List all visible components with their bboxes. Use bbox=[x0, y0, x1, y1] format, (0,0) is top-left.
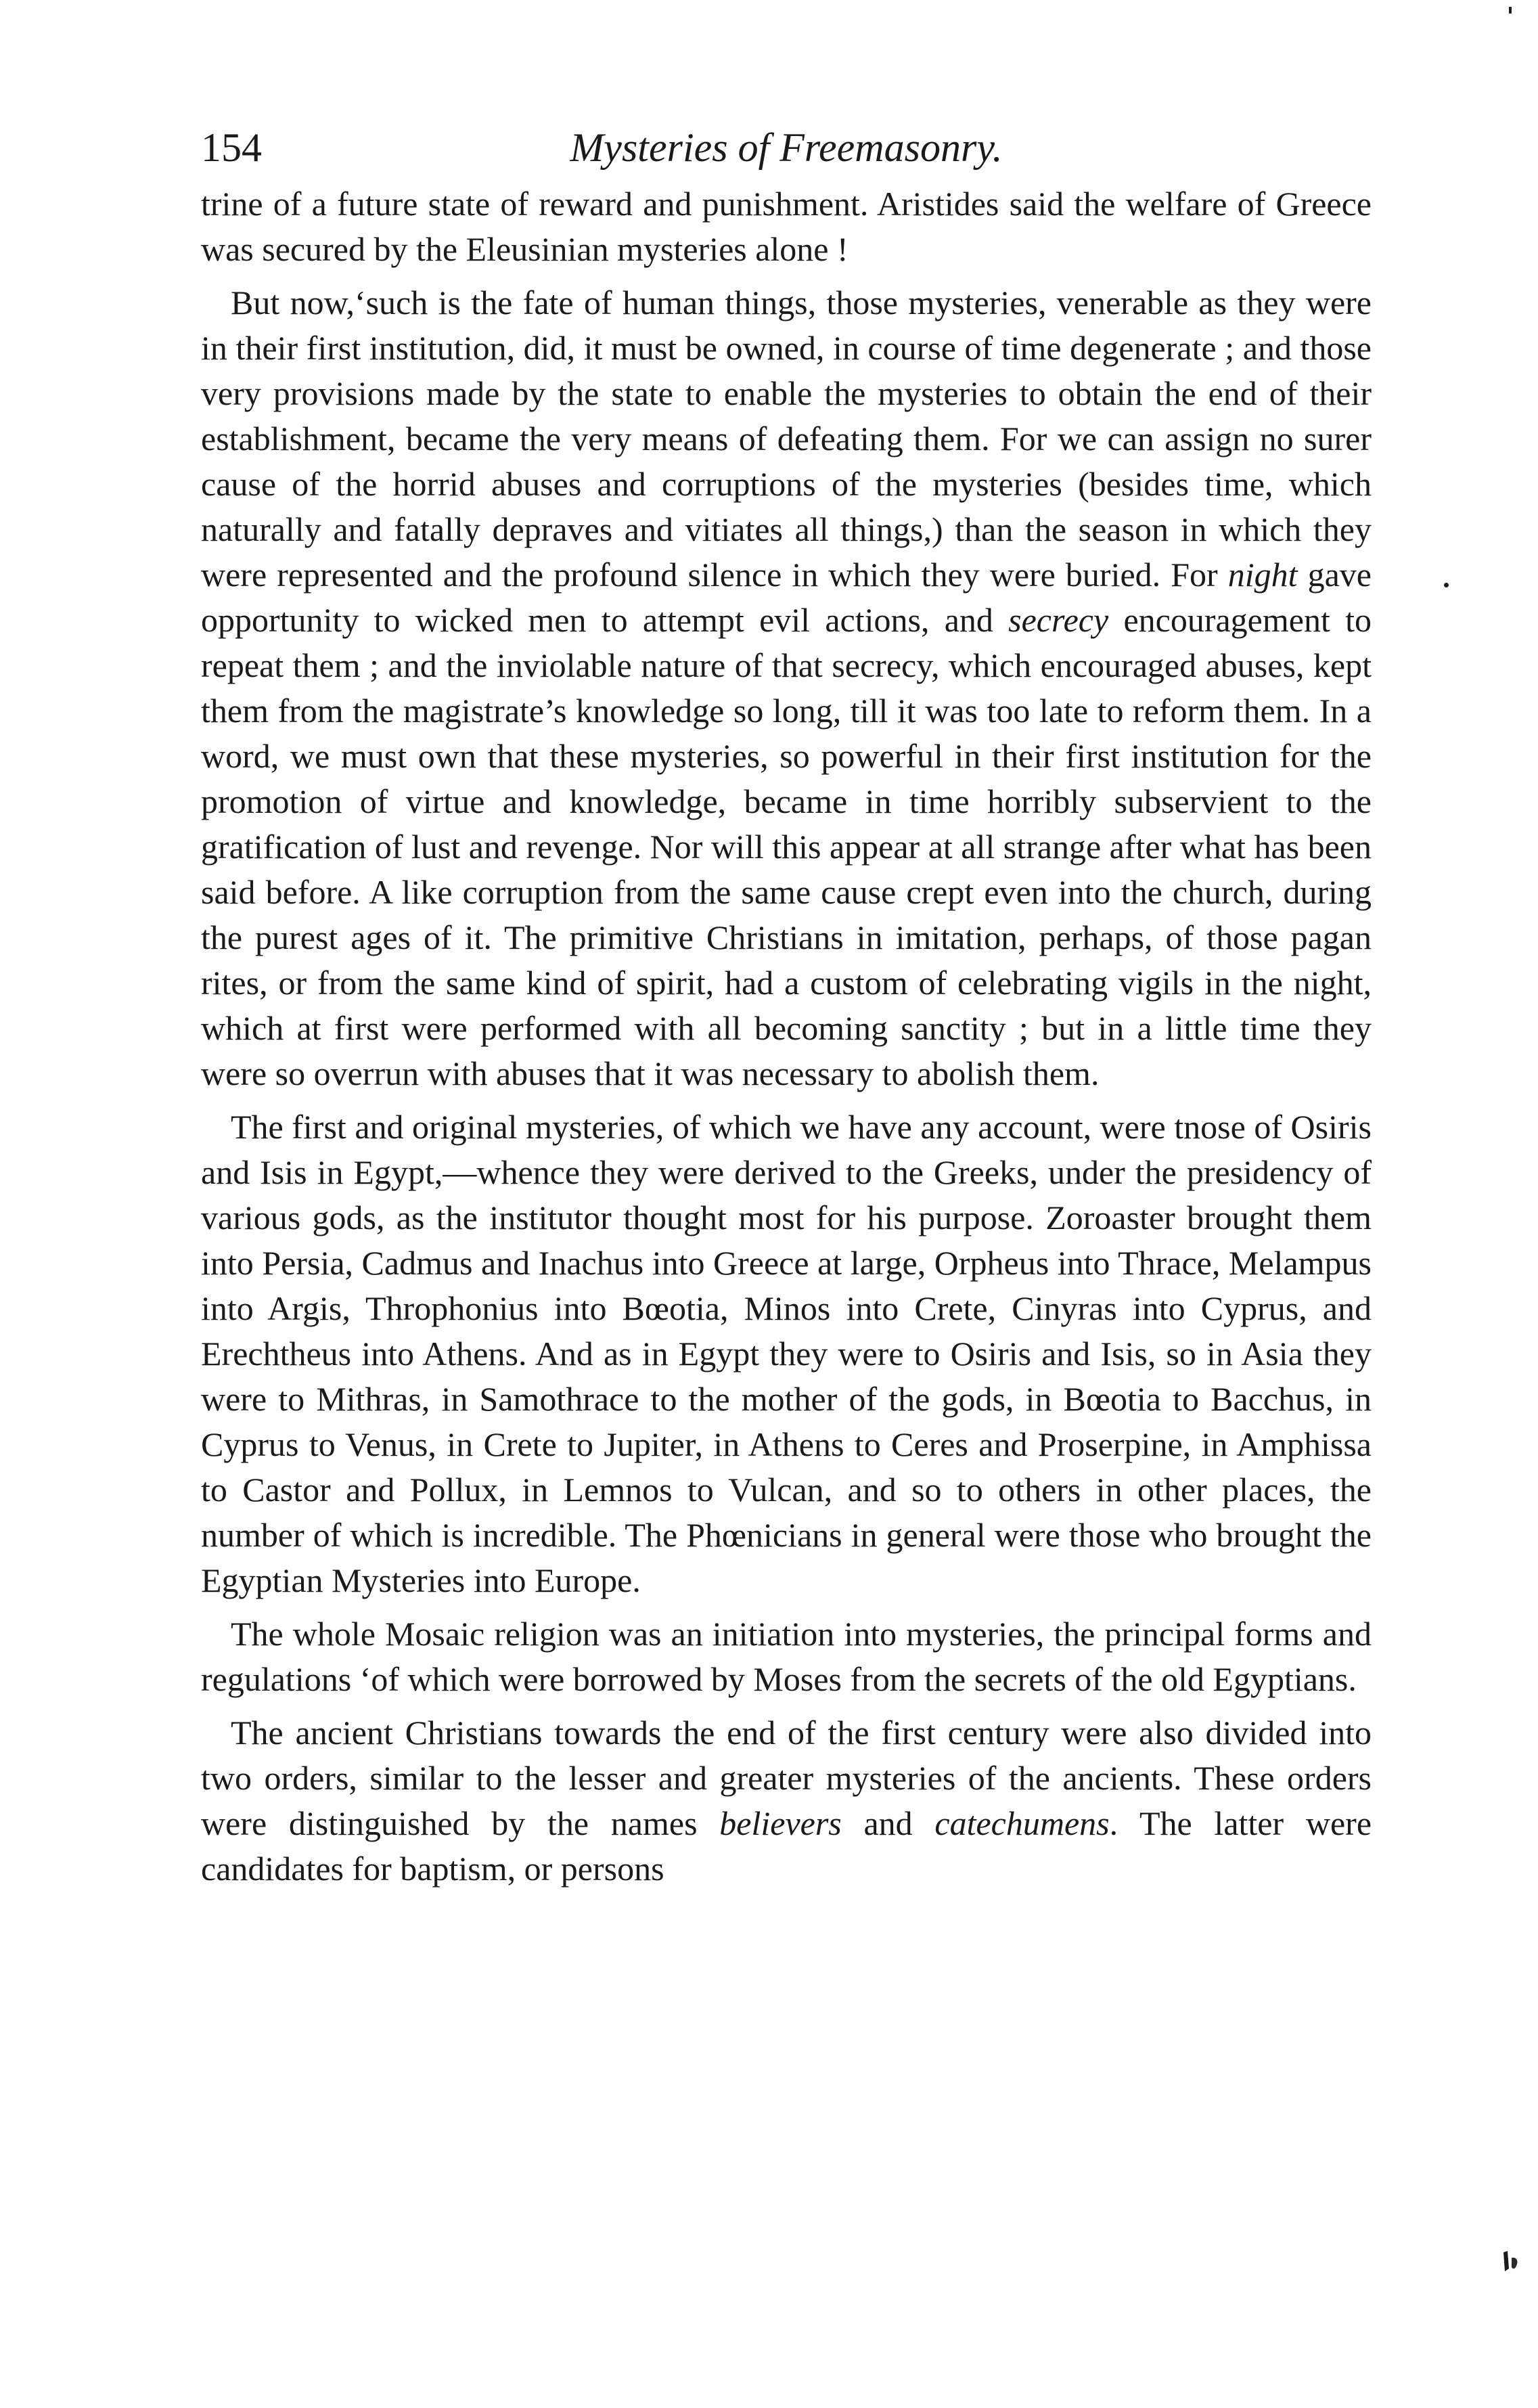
paragraph bbox=[201, 1611, 1372, 1702]
paragraph bbox=[201, 1710, 1372, 1892]
text-run: The whole Mosaic religion was an initiation into mysteries, the principal forms and regulations ‘of which were borrowed by Moses from the secrets of the old Egyptians. bbox=[201, 1615, 1372, 1698]
running-title: Mysteries of Freemasonry. bbox=[570, 125, 1003, 170]
italic-text: night bbox=[1227, 556, 1298, 594]
scan-speck-top-right bbox=[1509, 7, 1512, 14]
italic-text: catechumens bbox=[934, 1804, 1110, 1842]
text-run: The first and original mysteries, of which we have any account, were tnose of Osiris and Isis in Egypt,—whence they were derived to the Greeks, under the presidency of various gods, as the institutor thought most for his purpose. Zoroaster brought them into Persia, Cadmus and Inachus into Greece at large, Orpheus into Thrace, Melampus into Argis, Throphonius into Bœotia, Minos into Crete, Cinyras into Cyprus, and Erechtheus into Athens. And as in Egypt they were to Osiris and Isis, so in Asia they were to Mithras, in Samothrace to the mother of the gods, in Bœotia to Bacchus, in Cyprus to Venus, in Crete to Jupiter, in Athens to Ceres and Proserpine, in Amphissa to Castor and Pollux, in Lemnos to Vulcan, and so to others in other places, the number of which is incredible. The Phœnicians in general were those who brought the Egyptian Mysteries into Europe. bbox=[201, 1108, 1372, 1599]
paragraph bbox=[201, 1105, 1372, 1603]
text-run: trine of a future state of reward and punishment. Aristides said the welfare of Greece was secured by the Eleusinian mysteries alone ! bbox=[201, 185, 1372, 268]
text-run: gave opportunity to wicked men to attempt evil actions, and bbox=[201, 556, 1372, 639]
page-number: 154 bbox=[201, 125, 262, 170]
body-text bbox=[201, 181, 1372, 1892]
paragraph bbox=[201, 181, 1372, 272]
text-run: . The latter were candidates for baptism, or persons bbox=[201, 1804, 1372, 1888]
scan-speck-margin bbox=[1444, 583, 1449, 587]
text-run: But now,‘such is the fate of human things, those mysteries, venerable as they were in their first institution, did, it must be owned, in course of time degenerate ; and those very provisions made by the state to enable the mysteries to obtain the end of their establishment, became the very means of defeating them. For we can assign no surer cause of the horrid abuses and corruptions of the mysteries (besides time, which naturally and fatally depraves and vitiates all things,) than the season in which they were represented and the profound silence in which they were buried. For bbox=[201, 284, 1372, 594]
book-page bbox=[201, 114, 1372, 1892]
paragraph bbox=[201, 280, 1372, 1096]
scan-fragment-mark bbox=[1501, 2248, 1521, 2274]
text-run: and bbox=[841, 1804, 935, 1842]
text-run: encouragement to repeat them ; and the inviolable nature of that secrecy, which encouraged abuses, kept them from the magistrate’s knowledge so long, till it was too late to reform them. In a word, we must own that these mysteries, so powerful in their first institution for the promotion of virtue and knowledge, became in time horribly subservient to the gratification of lust and revenge. Nor will this appear at all strange after what has been said before. A like corruption from the same cause crept even into the church, during the purest ages of it. The primitive Christians in imitation, perhaps, of those pagan rites, or from the same kind of spirit, had a custom of celebrating vigils in the night, which at first were performed with all becoming sanctity ; but in a little time they were so overrun with abuses that it was necessary to abolish them. bbox=[201, 601, 1372, 1092]
italic-text: believers bbox=[719, 1804, 842, 1842]
running-head bbox=[201, 114, 1372, 181]
text-run: The ancient Christians towards the end of the first century were also divided into two orders, similar to the lesser and greater mysteries of the ancients. These orders were distinguished by the names bbox=[201, 1714, 1372, 1842]
italic-text: secrecy bbox=[1008, 601, 1109, 639]
